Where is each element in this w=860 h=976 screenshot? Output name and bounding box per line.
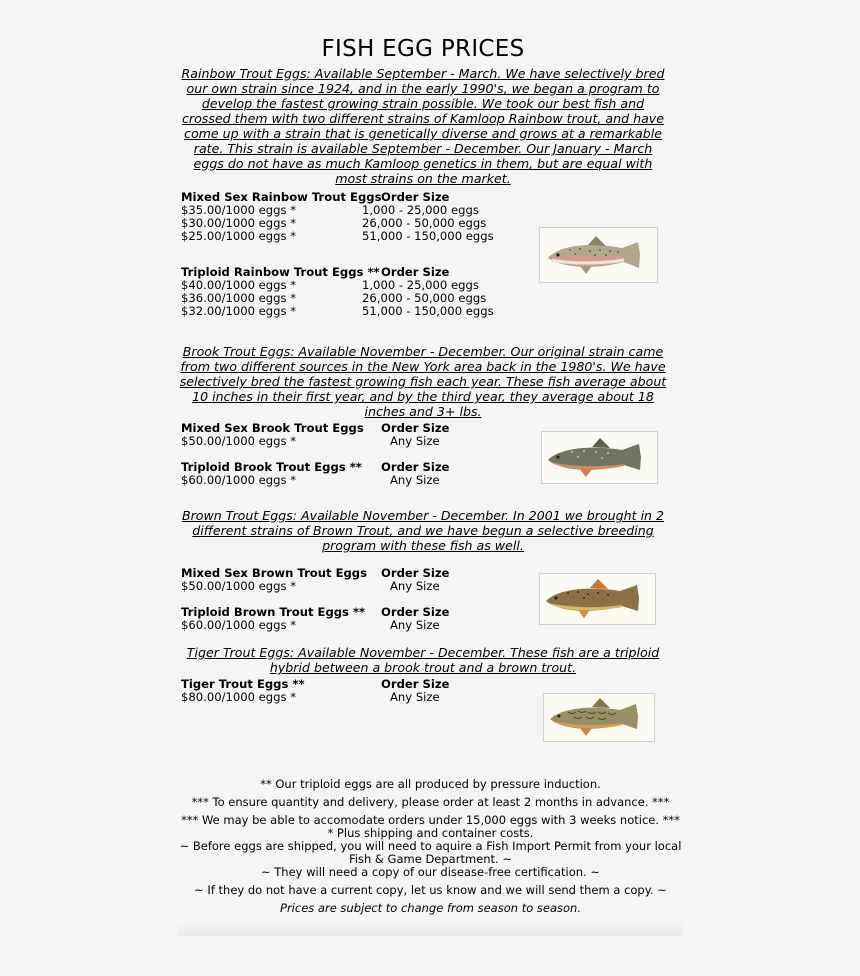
rainbow-triploid-heading: Triploid Rainbow Trout Eggs ** — [181, 265, 380, 279]
brook-mixed-order-heading: Order Size — [381, 421, 450, 435]
brook-trout-image — [541, 431, 658, 484]
tiger-trout-illustration — [544, 694, 654, 741]
brown-mixed-table — [181, 567, 511, 593]
size-cell: 51,000 - 150,000 eggs — [362, 229, 494, 243]
note-triploid-pressure: ** Our triploid eggs are all produced by pressure induction. — [260, 777, 601, 791]
price-cell: $32.00/1000 eggs * — [181, 304, 297, 318]
price-cell: $60.00/1000 eggs * — [181, 618, 297, 632]
rainbow-triploid-table — [181, 266, 511, 318]
brown-mixed-heading: Mixed Sex Brown Trout Eggs — [181, 566, 368, 580]
price-cell: $50.00/1000 eggs * — [181, 434, 297, 448]
price-cell: $60.00/1000 eggs * — [181, 473, 297, 487]
note-shipping: * Plus shipping and container costs. — [327, 826, 534, 840]
size-cell: Any Size — [390, 473, 440, 487]
note-import-permit: ~ Before eggs are shipped, you will need to aquire a Fish Import Permit from your local Fish & Game Department. ~ — [179, 839, 682, 866]
tiger-intro: Tiger Trout Eggs: Available November - December. These fish are a triploid hybrid between a brook trout and a brown trout. — [186, 645, 660, 675]
brook-intro: Brook Trout Eggs: Available November - December. Our original strain came from two different sources in the New York area back in the 1980's. We have selectively bred the fastest growing fish each year. These fish average about 10 inches in their first year, and by the third year, they average about 18 inches and 3+ lbs. — [179, 344, 667, 419]
brown-triploid-table — [181, 606, 511, 632]
price-cell: $25.00/1000 eggs * — [181, 229, 297, 243]
size-cell: 26,000 - 50,000 eggs — [362, 291, 487, 305]
note-small-orders: *** We may be able to accomodate orders under 15,000 eggs with 3 weeks notice. *** — [181, 813, 680, 827]
brook-mixed-table — [181, 422, 511, 448]
brook-mixed-heading: Mixed Sex Brook Trout Eggs — [181, 421, 364, 435]
rainbow-trout-image — [539, 227, 658, 283]
price-cell: $80.00/1000 eggs * — [181, 690, 297, 704]
brook-triploid-table — [181, 461, 511, 487]
tiger-heading: Tiger Trout Eggs ** — [181, 677, 305, 691]
brown-trout-illustration — [540, 574, 655, 624]
brown-mixed-order-heading: Order Size — [381, 566, 450, 580]
size-cell: 26,000 - 50,000 eggs — [362, 216, 487, 230]
rainbow-mixed-table — [181, 191, 511, 243]
size-cell: Any Size — [390, 579, 440, 593]
brook-trout-illustration — [542, 432, 657, 483]
tiger-order-heading: Order Size — [381, 677, 450, 691]
brown-intro: Brown Trout Eggs: Available November - December. In 2001 we brought in 2 different strains of Brown Trout, and we have begun a selective breeding program with these fish as well. — [181, 508, 665, 553]
note-copy: ~ If they do not have a current copy, let us know and we will send them a copy. ~ — [194, 883, 667, 897]
rainbow-triploid-order-heading: Order Size — [381, 265, 450, 279]
price-cell: $35.00/1000 eggs * — [181, 203, 297, 217]
price-cell: $30.00/1000 eggs * — [181, 216, 297, 230]
note-certification: ~ They will need a copy of our disease-free certification. ~ — [260, 865, 601, 879]
size-cell: Any Size — [390, 618, 440, 632]
price-cell: $50.00/1000 eggs * — [181, 579, 297, 593]
brook-triploid-heading: Triploid Brook Trout Eggs ** — [181, 460, 362, 474]
rainbow-intro: Rainbow Trout Eggs: Available September - March. We have selectively bred our own strain since 1924, and in the early 1990's, we began a program to develop the fastest growing strain possible. We took our best fish and crossed them with two different strains of Kamloop Rainbow trout, and have come up with a strain that is genetically diverse and grows at a remarkable rate. This strain is available September - December. Our January - March eggs do not have as much Kamloop genetics in them, but are equal with most strains on the market. — [181, 66, 665, 186]
size-cell: 1,000 - 25,000 eggs — [362, 278, 479, 292]
size-cell: 1,000 - 25,000 eggs — [362, 203, 479, 217]
rainbow-trout-illustration — [540, 228, 657, 282]
note-prices-change: Prices are subject to change from season to season. — [280, 901, 581, 915]
rainbow-mixed-heading: Mixed Sex Rainbow Trout Eggs — [181, 190, 382, 204]
price-cell: $40.00/1000 eggs * — [181, 278, 297, 292]
size-cell: 51,000 - 150,000 eggs — [362, 304, 494, 318]
tiger-trout-image — [543, 693, 655, 742]
price-cell: $36.00/1000 eggs * — [181, 291, 297, 305]
note-order-advance: *** To ensure quantity and delivery, please order at least 2 months in advance. *** — [191, 795, 670, 809]
brook-triploid-order-heading: Order Size — [381, 460, 450, 474]
brown-triploid-order-heading: Order Size — [381, 605, 450, 619]
footer-notes — [178, 776, 683, 936]
rainbow-mixed-order-heading: Order Size — [381, 190, 450, 204]
size-cell: Any Size — [390, 690, 440, 704]
tiger-table — [181, 678, 511, 704]
page-title: FISH EGG PRICES — [321, 36, 525, 62]
brown-triploid-heading: Triploid Brown Trout Eggs ** — [181, 605, 366, 619]
brown-trout-image — [539, 573, 656, 625]
size-cell: Any Size — [390, 434, 440, 448]
